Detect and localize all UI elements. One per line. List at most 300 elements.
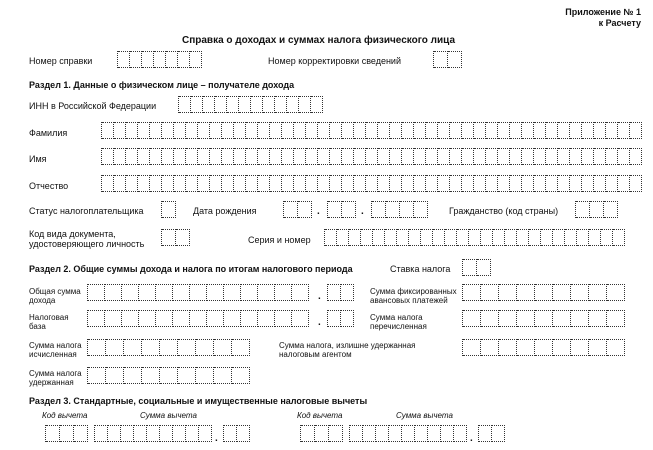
char-cell[interactable] bbox=[166, 51, 178, 68]
char-cell[interactable] bbox=[294, 148, 306, 165]
char-cell[interactable] bbox=[156, 310, 173, 327]
char-cell[interactable] bbox=[114, 175, 126, 192]
char-cell[interactable] bbox=[630, 148, 642, 165]
char-cell[interactable] bbox=[486, 148, 498, 165]
char-cell[interactable] bbox=[434, 51, 448, 68]
char-cell[interactable] bbox=[207, 310, 224, 327]
char-cell[interactable] bbox=[594, 122, 606, 139]
char-cell[interactable] bbox=[190, 310, 207, 327]
char-cell[interactable] bbox=[570, 148, 582, 165]
char-cell[interactable] bbox=[234, 175, 246, 192]
char-cell[interactable] bbox=[378, 122, 390, 139]
char-cell[interactable] bbox=[606, 122, 618, 139]
char-cell[interactable] bbox=[486, 122, 498, 139]
char-cell[interactable] bbox=[95, 425, 108, 442]
char-cell[interactable] bbox=[390, 122, 402, 139]
char-cell[interactable] bbox=[589, 310, 607, 327]
char-cell[interactable] bbox=[60, 425, 74, 442]
char-cell[interactable] bbox=[492, 425, 505, 442]
char-cell[interactable] bbox=[328, 201, 342, 218]
char-cell[interactable] bbox=[234, 122, 246, 139]
char-cell[interactable] bbox=[390, 148, 402, 165]
char-cell[interactable] bbox=[251, 96, 263, 113]
char-cell[interactable] bbox=[258, 122, 270, 139]
char-cell[interactable] bbox=[174, 122, 186, 139]
char-cell[interactable] bbox=[498, 122, 510, 139]
char-cell[interactable] bbox=[124, 339, 142, 356]
char-cell[interactable] bbox=[493, 229, 505, 246]
char-cell[interactable] bbox=[88, 310, 105, 327]
char-cell[interactable] bbox=[306, 148, 318, 165]
char-cell[interactable] bbox=[186, 122, 198, 139]
char-cell[interactable] bbox=[328, 284, 341, 301]
char-cell[interactable] bbox=[454, 425, 467, 442]
char-cell[interactable] bbox=[162, 122, 174, 139]
status-field[interactable] bbox=[161, 201, 176, 218]
char-cell[interactable] bbox=[258, 310, 275, 327]
char-cell[interactable] bbox=[328, 310, 341, 327]
char-cell[interactable] bbox=[198, 122, 210, 139]
char-cell[interactable] bbox=[582, 148, 594, 165]
char-cell[interactable] bbox=[246, 122, 258, 139]
char-cell[interactable] bbox=[553, 339, 571, 356]
char-cell[interactable] bbox=[130, 51, 142, 68]
doc-code-field[interactable] bbox=[161, 229, 190, 246]
char-cell[interactable] bbox=[373, 229, 385, 246]
char-cell[interactable] bbox=[342, 201, 356, 218]
char-cell[interactable] bbox=[415, 425, 428, 442]
char-cell[interactable] bbox=[121, 425, 134, 442]
char-cell[interactable] bbox=[541, 229, 553, 246]
char-cell[interactable] bbox=[529, 229, 541, 246]
char-cell[interactable] bbox=[196, 367, 214, 384]
correction-number-field[interactable] bbox=[433, 51, 462, 68]
char-cell[interactable] bbox=[196, 339, 214, 356]
char-cell[interactable] bbox=[498, 148, 510, 165]
char-cell[interactable] bbox=[378, 175, 390, 192]
char-cell[interactable] bbox=[594, 148, 606, 165]
char-cell[interactable] bbox=[162, 175, 174, 192]
char-cell[interactable] bbox=[203, 96, 215, 113]
char-cell[interactable] bbox=[178, 339, 196, 356]
char-cell[interactable] bbox=[142, 339, 160, 356]
name-field[interactable] bbox=[101, 148, 642, 165]
char-cell[interactable] bbox=[589, 229, 601, 246]
char-cell[interactable] bbox=[378, 148, 390, 165]
char-cell[interactable] bbox=[270, 122, 282, 139]
char-cell[interactable] bbox=[606, 175, 618, 192]
char-cell[interactable] bbox=[618, 148, 630, 165]
char-cell[interactable] bbox=[138, 148, 150, 165]
char-cell[interactable] bbox=[106, 339, 124, 356]
char-cell[interactable] bbox=[258, 148, 270, 165]
char-cell[interactable] bbox=[571, 339, 589, 356]
char-cell[interactable] bbox=[325, 229, 337, 246]
char-cell[interactable] bbox=[448, 51, 462, 68]
char-cell[interactable] bbox=[618, 175, 630, 192]
char-cell[interactable] bbox=[450, 122, 462, 139]
char-cell[interactable] bbox=[222, 175, 234, 192]
char-cell[interactable] bbox=[462, 175, 474, 192]
char-cell[interactable] bbox=[576, 201, 590, 218]
deduction-amount-kopecks[interactable] bbox=[223, 425, 250, 442]
char-cell[interactable] bbox=[330, 122, 342, 139]
char-cell[interactable] bbox=[438, 122, 450, 139]
char-cell[interactable] bbox=[535, 310, 553, 327]
char-cell[interactable] bbox=[376, 425, 389, 442]
char-cell[interactable] bbox=[450, 148, 462, 165]
char-cell[interactable] bbox=[122, 310, 139, 327]
char-cell[interactable] bbox=[241, 284, 258, 301]
char-cell[interactable] bbox=[102, 175, 114, 192]
char-cell[interactable] bbox=[499, 284, 517, 301]
cert-number-field[interactable] bbox=[117, 51, 202, 68]
char-cell[interactable] bbox=[46, 425, 60, 442]
char-cell[interactable] bbox=[210, 122, 222, 139]
tax-rate-field[interactable] bbox=[462, 259, 491, 276]
char-cell[interactable] bbox=[241, 310, 258, 327]
char-cell[interactable] bbox=[156, 284, 173, 301]
char-cell[interactable] bbox=[258, 175, 270, 192]
char-cell[interactable] bbox=[341, 284, 354, 301]
char-cell[interactable] bbox=[577, 229, 589, 246]
char-cell[interactable] bbox=[342, 175, 354, 192]
char-cell[interactable] bbox=[246, 148, 258, 165]
char-cell[interactable] bbox=[385, 229, 397, 246]
char-cell[interactable] bbox=[589, 284, 607, 301]
char-cell[interactable] bbox=[428, 425, 441, 442]
char-cell[interactable] bbox=[534, 175, 546, 192]
char-cell[interactable] bbox=[227, 96, 239, 113]
char-cell[interactable] bbox=[457, 229, 469, 246]
char-cell[interactable] bbox=[147, 425, 160, 442]
char-cell[interactable] bbox=[441, 425, 454, 442]
char-cell[interactable] bbox=[191, 96, 203, 113]
char-cell[interactable] bbox=[553, 229, 565, 246]
char-cell[interactable] bbox=[590, 201, 604, 218]
char-cell[interactable] bbox=[366, 175, 378, 192]
surname-field[interactable] bbox=[101, 122, 642, 139]
char-cell[interactable] bbox=[414, 148, 426, 165]
char-cell[interactable] bbox=[474, 122, 486, 139]
char-cell[interactable] bbox=[139, 284, 156, 301]
char-cell[interactable] bbox=[284, 201, 298, 218]
char-cell[interactable] bbox=[517, 310, 535, 327]
char-cell[interactable] bbox=[292, 284, 309, 301]
char-cell[interactable] bbox=[479, 425, 492, 442]
char-cell[interactable] bbox=[318, 175, 330, 192]
char-cell[interactable] bbox=[108, 425, 121, 442]
char-cell[interactable] bbox=[124, 367, 142, 384]
char-cell[interactable] bbox=[176, 229, 190, 246]
char-cell[interactable] bbox=[160, 339, 178, 356]
char-cell[interactable] bbox=[342, 122, 354, 139]
char-cell[interactable] bbox=[481, 339, 499, 356]
char-cell[interactable] bbox=[198, 175, 210, 192]
deduction-amount-field[interactable] bbox=[94, 425, 212, 442]
char-cell[interactable] bbox=[565, 229, 577, 246]
char-cell[interactable] bbox=[389, 425, 402, 442]
char-cell[interactable] bbox=[282, 175, 294, 192]
char-cell[interactable] bbox=[546, 175, 558, 192]
char-cell[interactable] bbox=[179, 96, 191, 113]
char-cell[interactable] bbox=[582, 175, 594, 192]
char-cell[interactable] bbox=[162, 201, 176, 218]
char-cell[interactable] bbox=[534, 148, 546, 165]
char-cell[interactable] bbox=[174, 175, 186, 192]
char-cell[interactable] bbox=[372, 201, 386, 218]
char-cell[interactable] bbox=[426, 148, 438, 165]
char-cell[interactable] bbox=[142, 51, 154, 68]
char-cell[interactable] bbox=[350, 425, 363, 442]
char-cell[interactable] bbox=[150, 148, 162, 165]
char-cell[interactable] bbox=[122, 284, 139, 301]
char-cell[interactable] bbox=[222, 148, 234, 165]
char-cell[interactable] bbox=[571, 310, 589, 327]
char-cell[interactable] bbox=[114, 122, 126, 139]
char-cell[interactable] bbox=[433, 229, 445, 246]
char-cell[interactable] bbox=[150, 175, 162, 192]
char-cell[interactable] bbox=[294, 122, 306, 139]
char-cell[interactable] bbox=[186, 175, 198, 192]
char-cell[interactable] bbox=[477, 259, 491, 276]
char-cell[interactable] bbox=[232, 367, 250, 384]
char-cell[interactable] bbox=[510, 175, 522, 192]
char-cell[interactable] bbox=[463, 284, 481, 301]
char-cell[interactable] bbox=[402, 175, 414, 192]
char-cell[interactable] bbox=[363, 425, 376, 442]
char-cell[interactable] bbox=[589, 339, 607, 356]
char-cell[interactable] bbox=[510, 148, 522, 165]
char-cell[interactable] bbox=[105, 284, 122, 301]
char-cell[interactable] bbox=[258, 284, 275, 301]
char-cell[interactable] bbox=[553, 310, 571, 327]
char-cell[interactable] bbox=[224, 284, 241, 301]
char-cell[interactable] bbox=[607, 284, 625, 301]
char-cell[interactable] bbox=[546, 148, 558, 165]
char-cell[interactable] bbox=[134, 425, 147, 442]
char-cell[interactable] bbox=[571, 284, 589, 301]
char-cell[interactable] bbox=[607, 310, 625, 327]
char-cell[interactable] bbox=[239, 96, 251, 113]
char-cell[interactable] bbox=[330, 148, 342, 165]
char-cell[interactable] bbox=[594, 175, 606, 192]
char-cell[interactable] bbox=[232, 339, 250, 356]
char-cell[interactable] bbox=[390, 175, 402, 192]
char-cell[interactable] bbox=[618, 122, 630, 139]
char-cell[interactable] bbox=[142, 367, 160, 384]
char-cell[interactable] bbox=[174, 148, 186, 165]
char-cell[interactable] bbox=[139, 310, 156, 327]
char-cell[interactable] bbox=[190, 284, 207, 301]
char-cell[interactable] bbox=[510, 122, 522, 139]
citizenship-field[interactable] bbox=[575, 201, 618, 218]
char-cell[interactable] bbox=[138, 122, 150, 139]
total-income-kopecks[interactable] bbox=[327, 284, 354, 301]
char-cell[interactable] bbox=[558, 148, 570, 165]
char-cell[interactable] bbox=[224, 310, 241, 327]
char-cell[interactable] bbox=[505, 229, 517, 246]
char-cell[interactable] bbox=[474, 175, 486, 192]
char-cell[interactable] bbox=[517, 339, 535, 356]
tax-transferred-field[interactable] bbox=[462, 310, 625, 327]
char-cell[interactable] bbox=[126, 175, 138, 192]
char-cell[interactable] bbox=[481, 284, 499, 301]
char-cell[interactable] bbox=[105, 310, 122, 327]
char-cell[interactable] bbox=[237, 425, 250, 442]
char-cell[interactable] bbox=[114, 148, 126, 165]
char-cell[interactable] bbox=[397, 229, 409, 246]
deduction-code-field[interactable] bbox=[300, 425, 343, 442]
char-cell[interactable] bbox=[282, 148, 294, 165]
char-cell[interactable] bbox=[366, 148, 378, 165]
char-cell[interactable] bbox=[481, 229, 493, 246]
char-cell[interactable] bbox=[354, 122, 366, 139]
char-cell[interactable] bbox=[173, 284, 190, 301]
char-cell[interactable] bbox=[414, 122, 426, 139]
char-cell[interactable] bbox=[558, 175, 570, 192]
char-cell[interactable] bbox=[438, 175, 450, 192]
char-cell[interactable] bbox=[402, 148, 414, 165]
char-cell[interactable] bbox=[294, 175, 306, 192]
char-cell[interactable] bbox=[214, 367, 232, 384]
char-cell[interactable] bbox=[329, 425, 343, 442]
char-cell[interactable] bbox=[150, 122, 162, 139]
total-income-field[interactable] bbox=[87, 284, 309, 301]
char-cell[interactable] bbox=[282, 122, 294, 139]
char-cell[interactable] bbox=[546, 122, 558, 139]
fixed-advance-field[interactable] bbox=[462, 284, 625, 301]
char-cell[interactable] bbox=[210, 175, 222, 192]
char-cell[interactable] bbox=[469, 229, 481, 246]
char-cell[interactable] bbox=[481, 310, 499, 327]
char-cell[interactable] bbox=[462, 122, 474, 139]
char-cell[interactable] bbox=[118, 51, 130, 68]
deduction-amount-field[interactable] bbox=[349, 425, 467, 442]
patronymic-field[interactable] bbox=[101, 175, 642, 192]
char-cell[interactable] bbox=[498, 175, 510, 192]
char-cell[interactable] bbox=[414, 175, 426, 192]
char-cell[interactable] bbox=[522, 148, 534, 165]
birth-month-field[interactable] bbox=[327, 201, 356, 218]
char-cell[interactable] bbox=[318, 148, 330, 165]
char-cell[interactable] bbox=[126, 122, 138, 139]
char-cell[interactable] bbox=[198, 148, 210, 165]
char-cell[interactable] bbox=[349, 229, 361, 246]
char-cell[interactable] bbox=[438, 148, 450, 165]
char-cell[interactable] bbox=[486, 175, 498, 192]
char-cell[interactable] bbox=[311, 96, 323, 113]
char-cell[interactable] bbox=[88, 339, 106, 356]
char-cell[interactable] bbox=[74, 425, 88, 442]
char-cell[interactable] bbox=[630, 175, 642, 192]
char-cell[interactable] bbox=[517, 284, 535, 301]
tax-excess-field[interactable] bbox=[462, 339, 625, 356]
char-cell[interactable] bbox=[463, 339, 481, 356]
char-cell[interactable] bbox=[88, 284, 105, 301]
char-cell[interactable] bbox=[173, 425, 186, 442]
char-cell[interactable] bbox=[535, 284, 553, 301]
char-cell[interactable] bbox=[463, 310, 481, 327]
char-cell[interactable] bbox=[270, 148, 282, 165]
inn-field[interactable] bbox=[178, 96, 323, 113]
tax-withheld-field[interactable] bbox=[87, 367, 250, 384]
char-cell[interactable] bbox=[315, 425, 329, 442]
char-cell[interactable] bbox=[553, 284, 571, 301]
deduction-code-field[interactable] bbox=[45, 425, 88, 442]
char-cell[interactable] bbox=[445, 229, 457, 246]
tax-base-kopecks[interactable] bbox=[327, 310, 354, 327]
char-cell[interactable] bbox=[222, 122, 234, 139]
char-cell[interactable] bbox=[517, 229, 529, 246]
char-cell[interactable] bbox=[301, 425, 315, 442]
char-cell[interactable] bbox=[606, 148, 618, 165]
char-cell[interactable] bbox=[126, 148, 138, 165]
char-cell[interactable] bbox=[386, 201, 400, 218]
char-cell[interactable] bbox=[499, 339, 517, 356]
char-cell[interactable] bbox=[570, 122, 582, 139]
char-cell[interactable] bbox=[570, 175, 582, 192]
char-cell[interactable] bbox=[341, 310, 354, 327]
char-cell[interactable] bbox=[354, 175, 366, 192]
char-cell[interactable] bbox=[186, 148, 198, 165]
char-cell[interactable] bbox=[154, 51, 166, 68]
char-cell[interactable] bbox=[178, 367, 196, 384]
char-cell[interactable] bbox=[160, 425, 173, 442]
char-cell[interactable] bbox=[138, 175, 150, 192]
char-cell[interactable] bbox=[162, 229, 176, 246]
char-cell[interactable] bbox=[306, 175, 318, 192]
char-cell[interactable] bbox=[298, 201, 312, 218]
char-cell[interactable] bbox=[342, 148, 354, 165]
char-cell[interactable] bbox=[337, 229, 349, 246]
char-cell[interactable] bbox=[270, 175, 282, 192]
char-cell[interactable] bbox=[306, 122, 318, 139]
char-cell[interactable] bbox=[450, 175, 462, 192]
char-cell[interactable] bbox=[102, 122, 114, 139]
char-cell[interactable] bbox=[102, 148, 114, 165]
char-cell[interactable] bbox=[330, 175, 342, 192]
char-cell[interactable] bbox=[426, 175, 438, 192]
char-cell[interactable] bbox=[299, 96, 311, 113]
char-cell[interactable] bbox=[421, 229, 433, 246]
tax-base-field[interactable] bbox=[87, 310, 309, 327]
char-cell[interactable] bbox=[409, 229, 421, 246]
char-cell[interactable] bbox=[607, 339, 625, 356]
char-cell[interactable] bbox=[275, 284, 292, 301]
tax-calculated-field[interactable] bbox=[87, 339, 250, 356]
char-cell[interactable] bbox=[630, 122, 642, 139]
char-cell[interactable] bbox=[354, 148, 366, 165]
char-cell[interactable] bbox=[215, 96, 227, 113]
char-cell[interactable] bbox=[106, 367, 124, 384]
char-cell[interactable] bbox=[318, 122, 330, 139]
char-cell[interactable] bbox=[601, 229, 613, 246]
char-cell[interactable] bbox=[263, 96, 275, 113]
char-cell[interactable] bbox=[207, 284, 224, 301]
char-cell[interactable] bbox=[234, 148, 246, 165]
char-cell[interactable] bbox=[186, 425, 199, 442]
char-cell[interactable] bbox=[88, 367, 106, 384]
char-cell[interactable] bbox=[178, 51, 190, 68]
char-cell[interactable] bbox=[210, 148, 222, 165]
char-cell[interactable] bbox=[214, 339, 232, 356]
char-cell[interactable] bbox=[535, 339, 553, 356]
deduction-amount-kopecks[interactable] bbox=[478, 425, 505, 442]
char-cell[interactable] bbox=[499, 310, 517, 327]
char-cell[interactable] bbox=[402, 122, 414, 139]
char-cell[interactable] bbox=[522, 175, 534, 192]
